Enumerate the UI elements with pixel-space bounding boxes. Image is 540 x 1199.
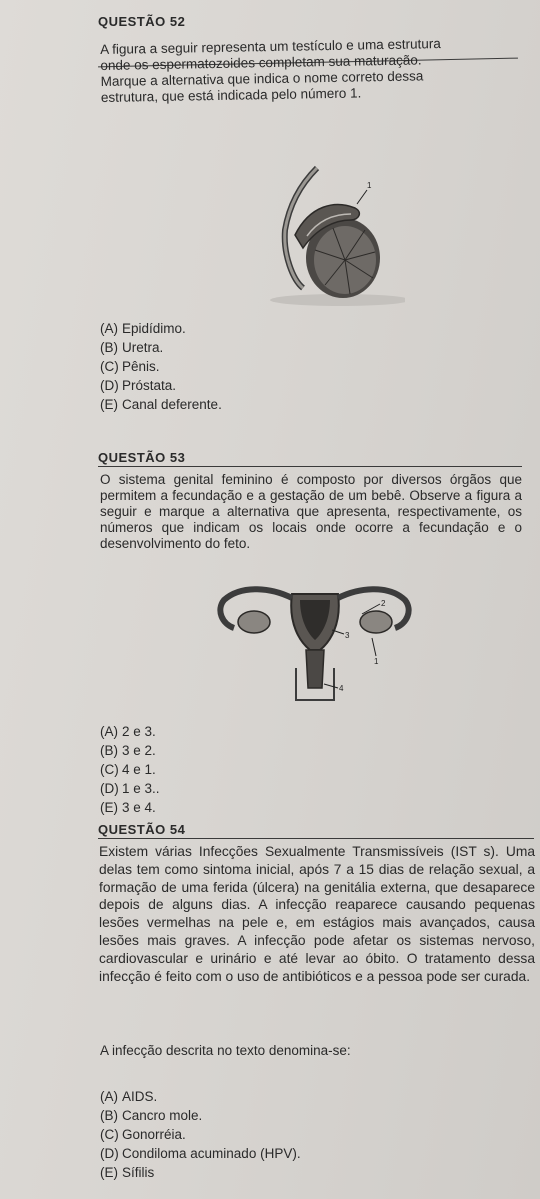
question-53-text: O sistema genital feminino é composto por diversos órgãos que permitem a fecundação e a gestação de um bebê. Observe a figura a seguir e marque a alternativa que apresenta, respectivamente, os números que indicam os locais onde ocorre a fecundação e o desenvolvimento do feto. bbox=[100, 472, 522, 551]
label-1-53: 1 bbox=[374, 657, 379, 666]
question-54-options bbox=[100, 1087, 301, 1182]
question-52-line-3: Marque a alternativa que indica o nome correto dessa bbox=[100, 68, 424, 89]
option-53-d[interactable]: (D) 1 e 3.. bbox=[100, 781, 160, 796]
option-53-a[interactable]: (A) 2 e 3. bbox=[100, 724, 156, 739]
label-4: 4 bbox=[339, 684, 344, 693]
question-52-line-1: A figura a seguir representa um testículo e uma estrutura bbox=[100, 36, 441, 57]
option-53-b[interactable]: (B) 3 e 2. bbox=[100, 743, 156, 758]
option-52-d[interactable]: (D) Próstata. bbox=[100, 378, 177, 393]
option-52-b[interactable]: (B) Uretra. bbox=[100, 340, 164, 355]
label-1-line-53 bbox=[372, 638, 376, 656]
label-3: 3 bbox=[345, 631, 350, 640]
option-52-a[interactable]: (A) Epidídimo. bbox=[100, 321, 186, 336]
left-ovary bbox=[238, 611, 270, 633]
option-52-e[interactable]: (E) Canal deferente. bbox=[100, 397, 222, 412]
question-54-prompt: A infecção descrita no texto denomina-se: bbox=[100, 1043, 351, 1058]
testicle-figure bbox=[255, 160, 405, 310]
option-54-e[interactable]: (E) Sífilis bbox=[100, 1165, 155, 1180]
question-53-title: QUESTÃO 53 bbox=[98, 450, 186, 465]
option-54-b[interactable]: (B) Cancro mole. bbox=[100, 1108, 203, 1123]
uterus-figure bbox=[212, 584, 417, 704]
question-53-rule bbox=[98, 466, 522, 467]
right-ovary bbox=[360, 611, 392, 633]
vagina bbox=[306, 650, 324, 688]
question-52-title: QUESTÃO 52 bbox=[98, 14, 186, 29]
question-54-rule bbox=[98, 838, 534, 839]
option-53-e[interactable]: (E) 3 e 4. bbox=[100, 800, 156, 815]
question-53-options bbox=[100, 722, 160, 817]
option-54-a[interactable]: (A) AIDS. bbox=[100, 1089, 158, 1104]
option-54-c[interactable]: (C) Gonorréia. bbox=[100, 1127, 186, 1142]
question-52-options bbox=[100, 319, 222, 414]
question-54-title: QUESTÃO 54 bbox=[98, 822, 186, 837]
question-52-line-4: estrutura, que está indicada pelo número 1. bbox=[100, 85, 362, 105]
option-53-c[interactable]: (C) 4 e 1. bbox=[100, 762, 156, 777]
label-1: 1 bbox=[367, 181, 372, 190]
label-4-line bbox=[324, 684, 338, 688]
label-1-line bbox=[357, 190, 367, 204]
option-54-d[interactable]: (D) Condiloma acuminado (HPV). bbox=[100, 1146, 301, 1161]
question-52-text bbox=[100, 35, 521, 106]
option-52-c[interactable]: (C) Pênis. bbox=[100, 359, 160, 374]
question-54-text: Existem várias Infecções Sexualmente Transmissíveis (IST s). Uma delas tem como sintoma inicial, após 7 a 15 dias de relação sexual, a formação de uma ferida (úlcera) na genitália externa, que desaparece depois de alguns dias. A infecção reaparece causando pequenas lesões vermelhas na pele e, em estágios mais avançados, causa lesões mais graves. A infecção pode afetar os sistemas nervoso, cardiovascular e urinário e até levar ao óbito. O tratamento dessa infecção é feito com o uso de antibióticos e a pessoa pode ser curada. bbox=[99, 844, 535, 984]
label-2: 2 bbox=[381, 599, 386, 608]
question-52-line-2: onde os espermatozoides completam sua maturação. bbox=[100, 52, 422, 73]
